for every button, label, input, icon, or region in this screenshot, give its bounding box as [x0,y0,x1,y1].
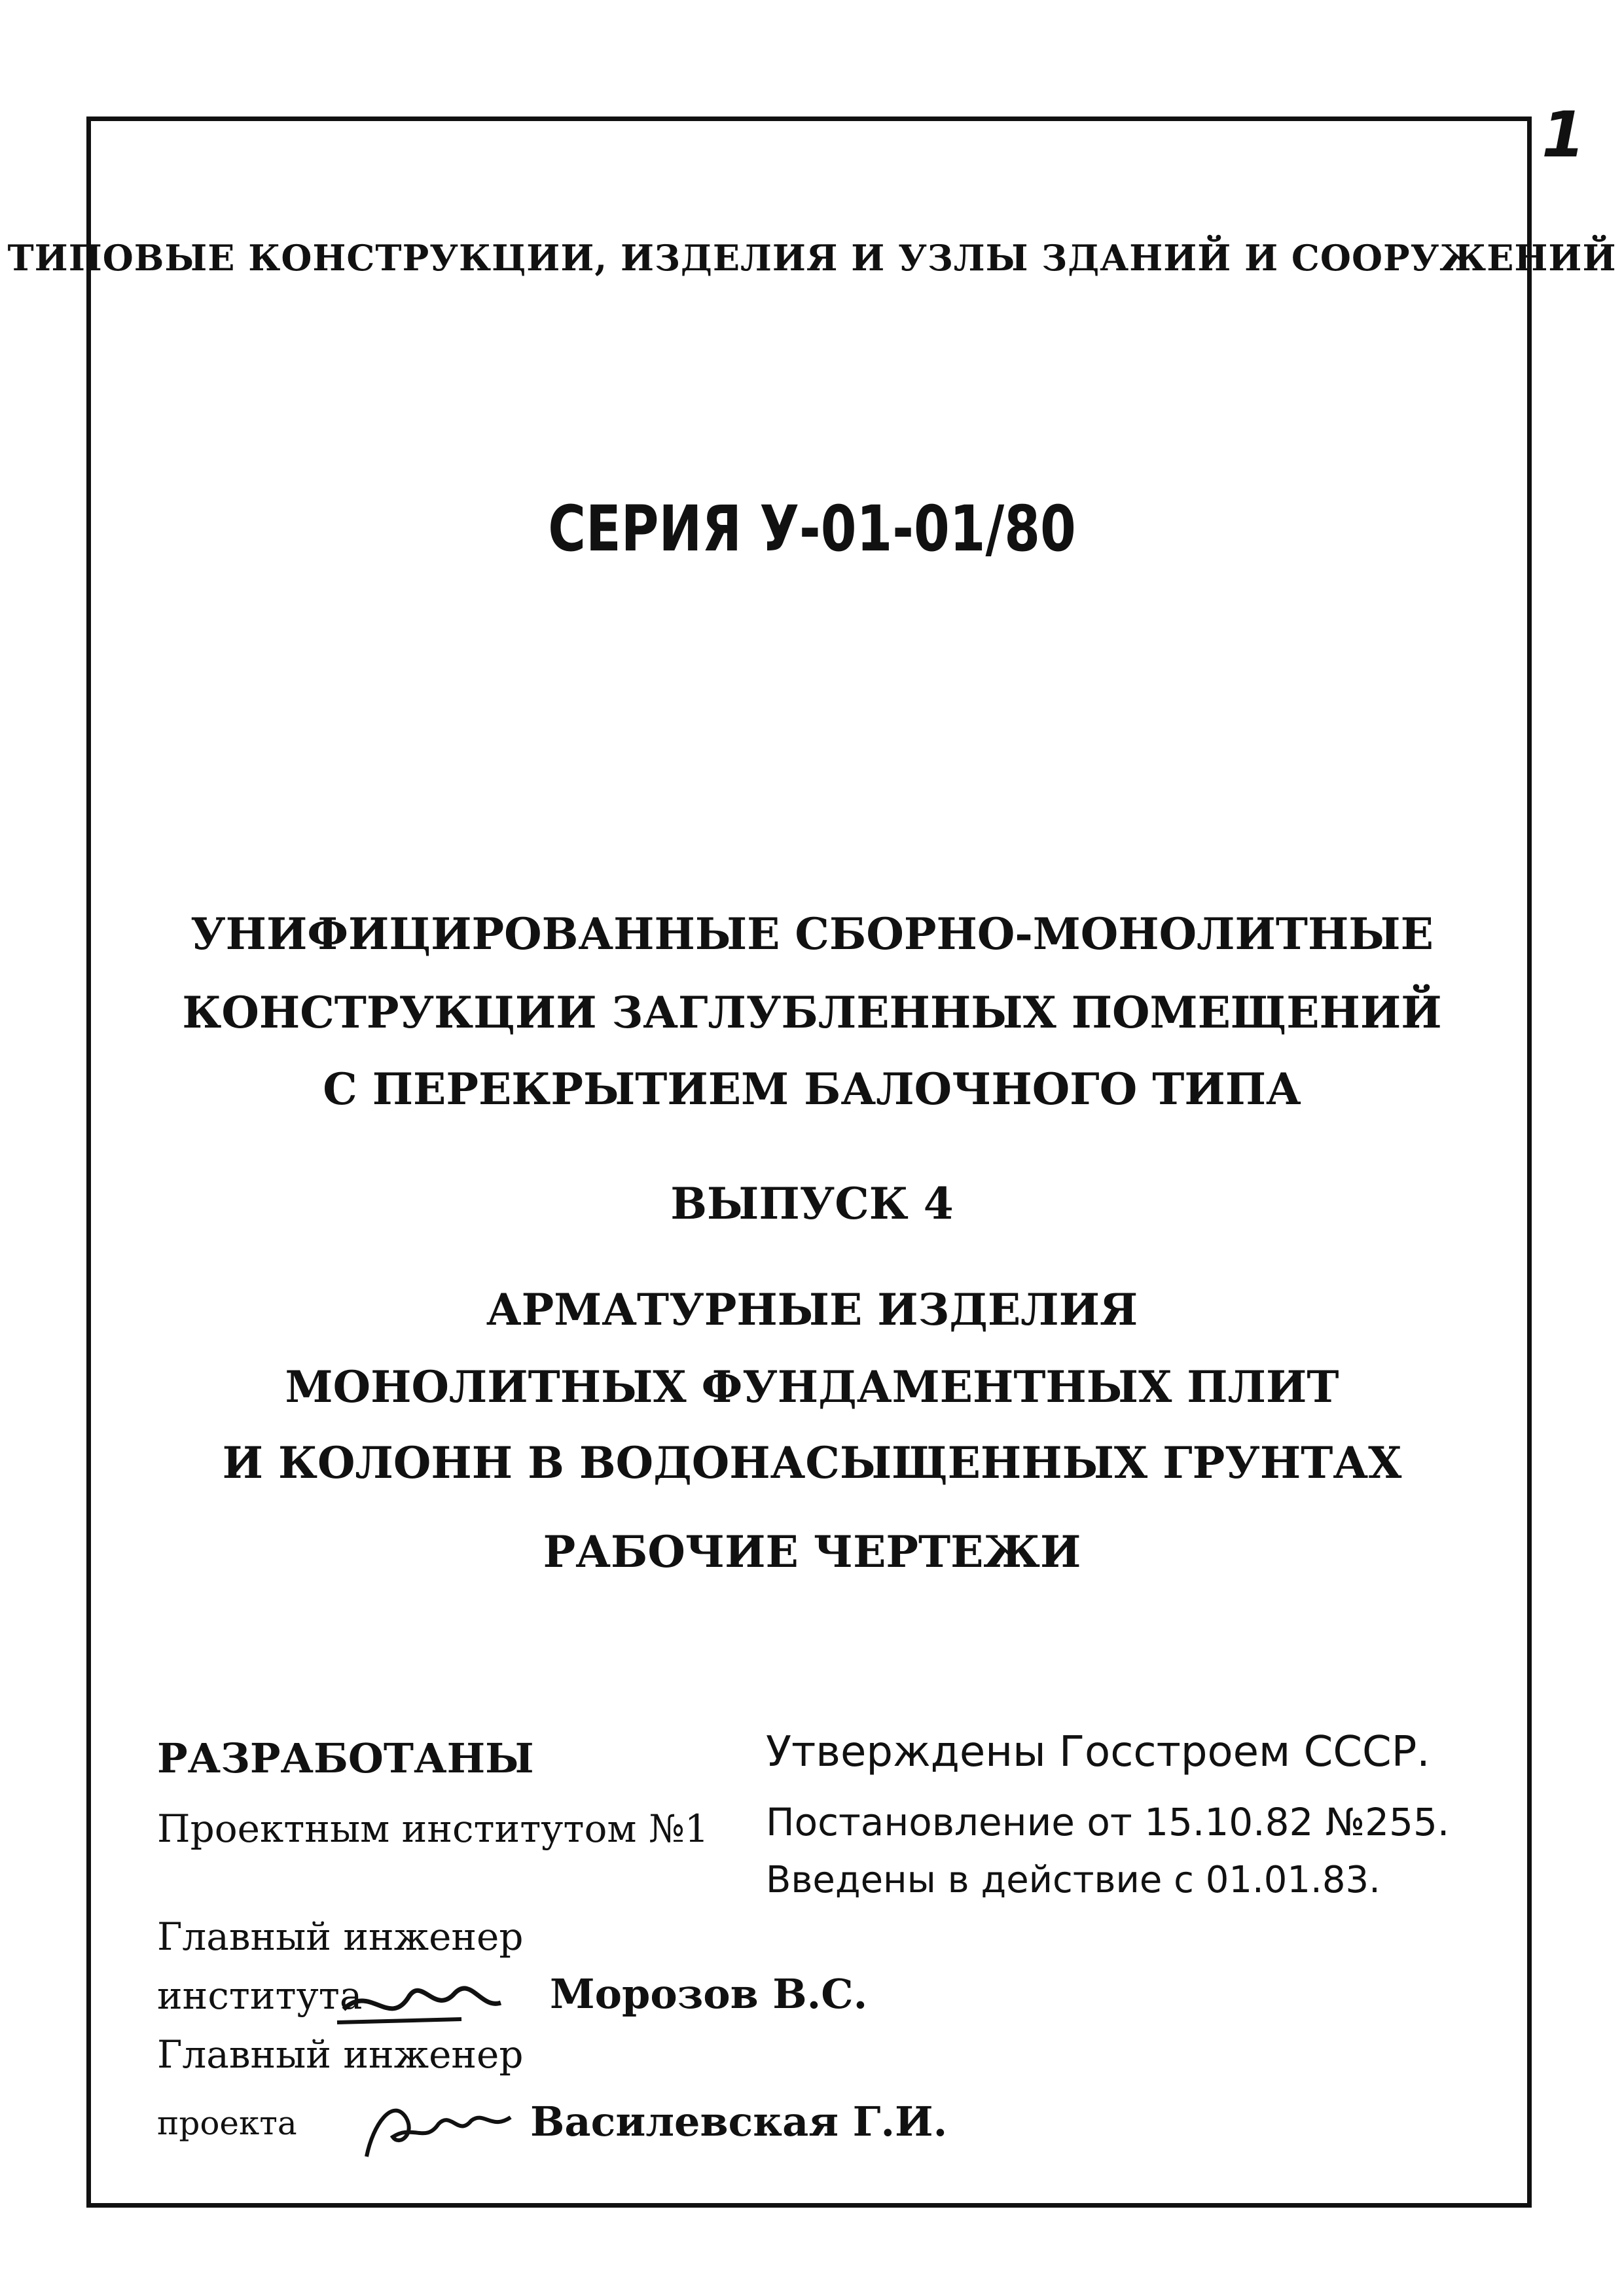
signature-vasilevskaya [353,2085,524,2170]
approval-line-1: Утверждены Госстроем СССР. [766,1728,1430,1776]
subtitle-line-3: И КОЛОНН В ВОДОНАСЫЩЕННЫХ ГРУНТАХ [222,1437,1402,1488]
chief-institute-label-2: института [157,1973,363,2018]
title-line-2: КОНСТРУКЦИИ ЗАГЛУБЛЕННЫХ ПОМЕЩЕНИЙ [182,987,1442,1038]
subtitle-line-1: АРМАТУРНЫЕ ИЗДЕЛИЯ [486,1284,1138,1335]
series-title: СЕРИЯ У-01-01/80 [548,492,1076,565]
title-line-3: С ПЕРЕКРЫТИЕМ БАЛОЧНОГО ТИПА [323,1064,1301,1115]
chief-institute-label-1: Главный инженер [157,1914,524,1959]
series-header: ТИПОВЫЕ КОНСТРУКЦИИ, ИЗДЕЛИЯ И УЗЛЫ ЗДАНИЙ И СООРУЖЕНИЙ [7,237,1617,279]
document-type: РАБОЧИЕ ЧЕРТЕЖИ [543,1526,1081,1577]
chief-project-label-2: проекта [157,2104,297,2142]
issue-number: ВЫПУСК 4 [670,1178,954,1229]
chief-project-label-1: Главный инженер [157,2032,524,2077]
chief-project-name: Василевская Г.И. [530,2098,948,2145]
chief-institute-name: Морозов В.С. [550,1970,868,2018]
subtitle-line-2: МОНОЛИТНЫХ ФУНДАМЕНТНЫХ ПЛИТ [285,1361,1339,1412]
approval-line-2: Постановление от 15.10.82 №255. [766,1800,1450,1844]
developed-org: Проектным институтом №1 [157,1806,709,1851]
developed-label: РАЗРАБОТАНЫ [157,1734,534,1782]
signature-morozov [331,1957,514,2042]
title-line-1: УНИФИЦИРОВАННЫЕ СБОРНО-МОНОЛИТНЫЕ [190,908,1434,960]
page-number: 1 [1542,98,1585,171]
approval-line-3: Введены в действие с 01.01.83. [766,1859,1380,1901]
